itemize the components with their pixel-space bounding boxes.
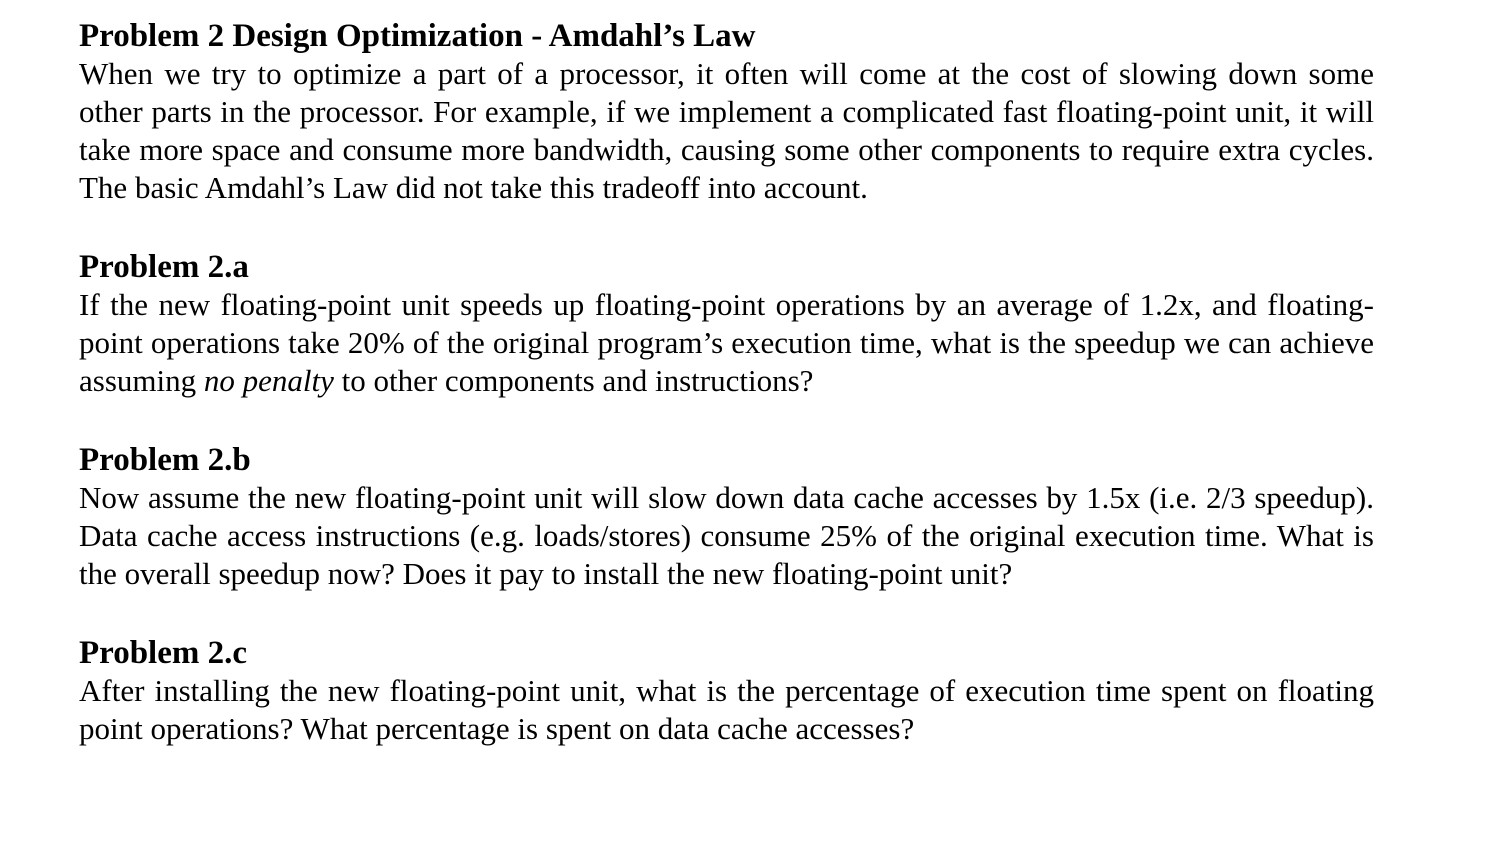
problem-2-heading: Problem 2 Design Optimization - Amdahl’s Law [79,18,756,54]
problem-2-section [79,17,1374,207]
spacer [79,593,1374,634]
problem-2a-text-end: to other components and instructions? [333,363,814,398]
problem-2b-section [79,441,1374,593]
problem-2a-section [79,248,1374,400]
problem-2b-text: Now assume the new floating-point unit will slow down data cache accesses by 1.5x (i.e. 2/3 speedup). Data cache access instructions (e.g. loads/stores) consume 25% of the original execution time. What is the overall speedup now? Does it pay to install the new floating-point unit? [79,480,1374,591]
problem-2-text: When we try to optimize a part of a processor, it often will come at the cost of slowing down some other parts in the processor. For example, if we implement a complicated fast floating-point unit, it will take more space and consume more bandwidth, causing some other components to require extra cycles. The basic Amdahl’s Law did not take this tradeoff into account. [79,56,1374,205]
problem-2a-text [79,286,1374,400]
problem-2b-heading: Problem 2.b [79,442,251,478]
document [79,17,1374,748]
problem-2c-text: After installing the new floating-point unit, what is the percentage of execution time spent on floating point operations? What percentage is spent on data cache accesses? [79,673,1374,746]
spacer [79,400,1374,441]
spacer [79,207,1374,248]
problem-2a-emphasis: no penalty [203,363,334,398]
problem-2c-heading: Problem 2.c [79,635,248,671]
problem-2c-section [79,634,1374,748]
problem-2a-heading: Problem 2.a [79,249,249,285]
problem-2a-text-start: If the new floating-point unit speeds up floating-point operations by an average of 1.2x, and floating-point operations take 20% of the original program’s execution time, what is the speedup we can achieve assuming [79,287,1374,398]
